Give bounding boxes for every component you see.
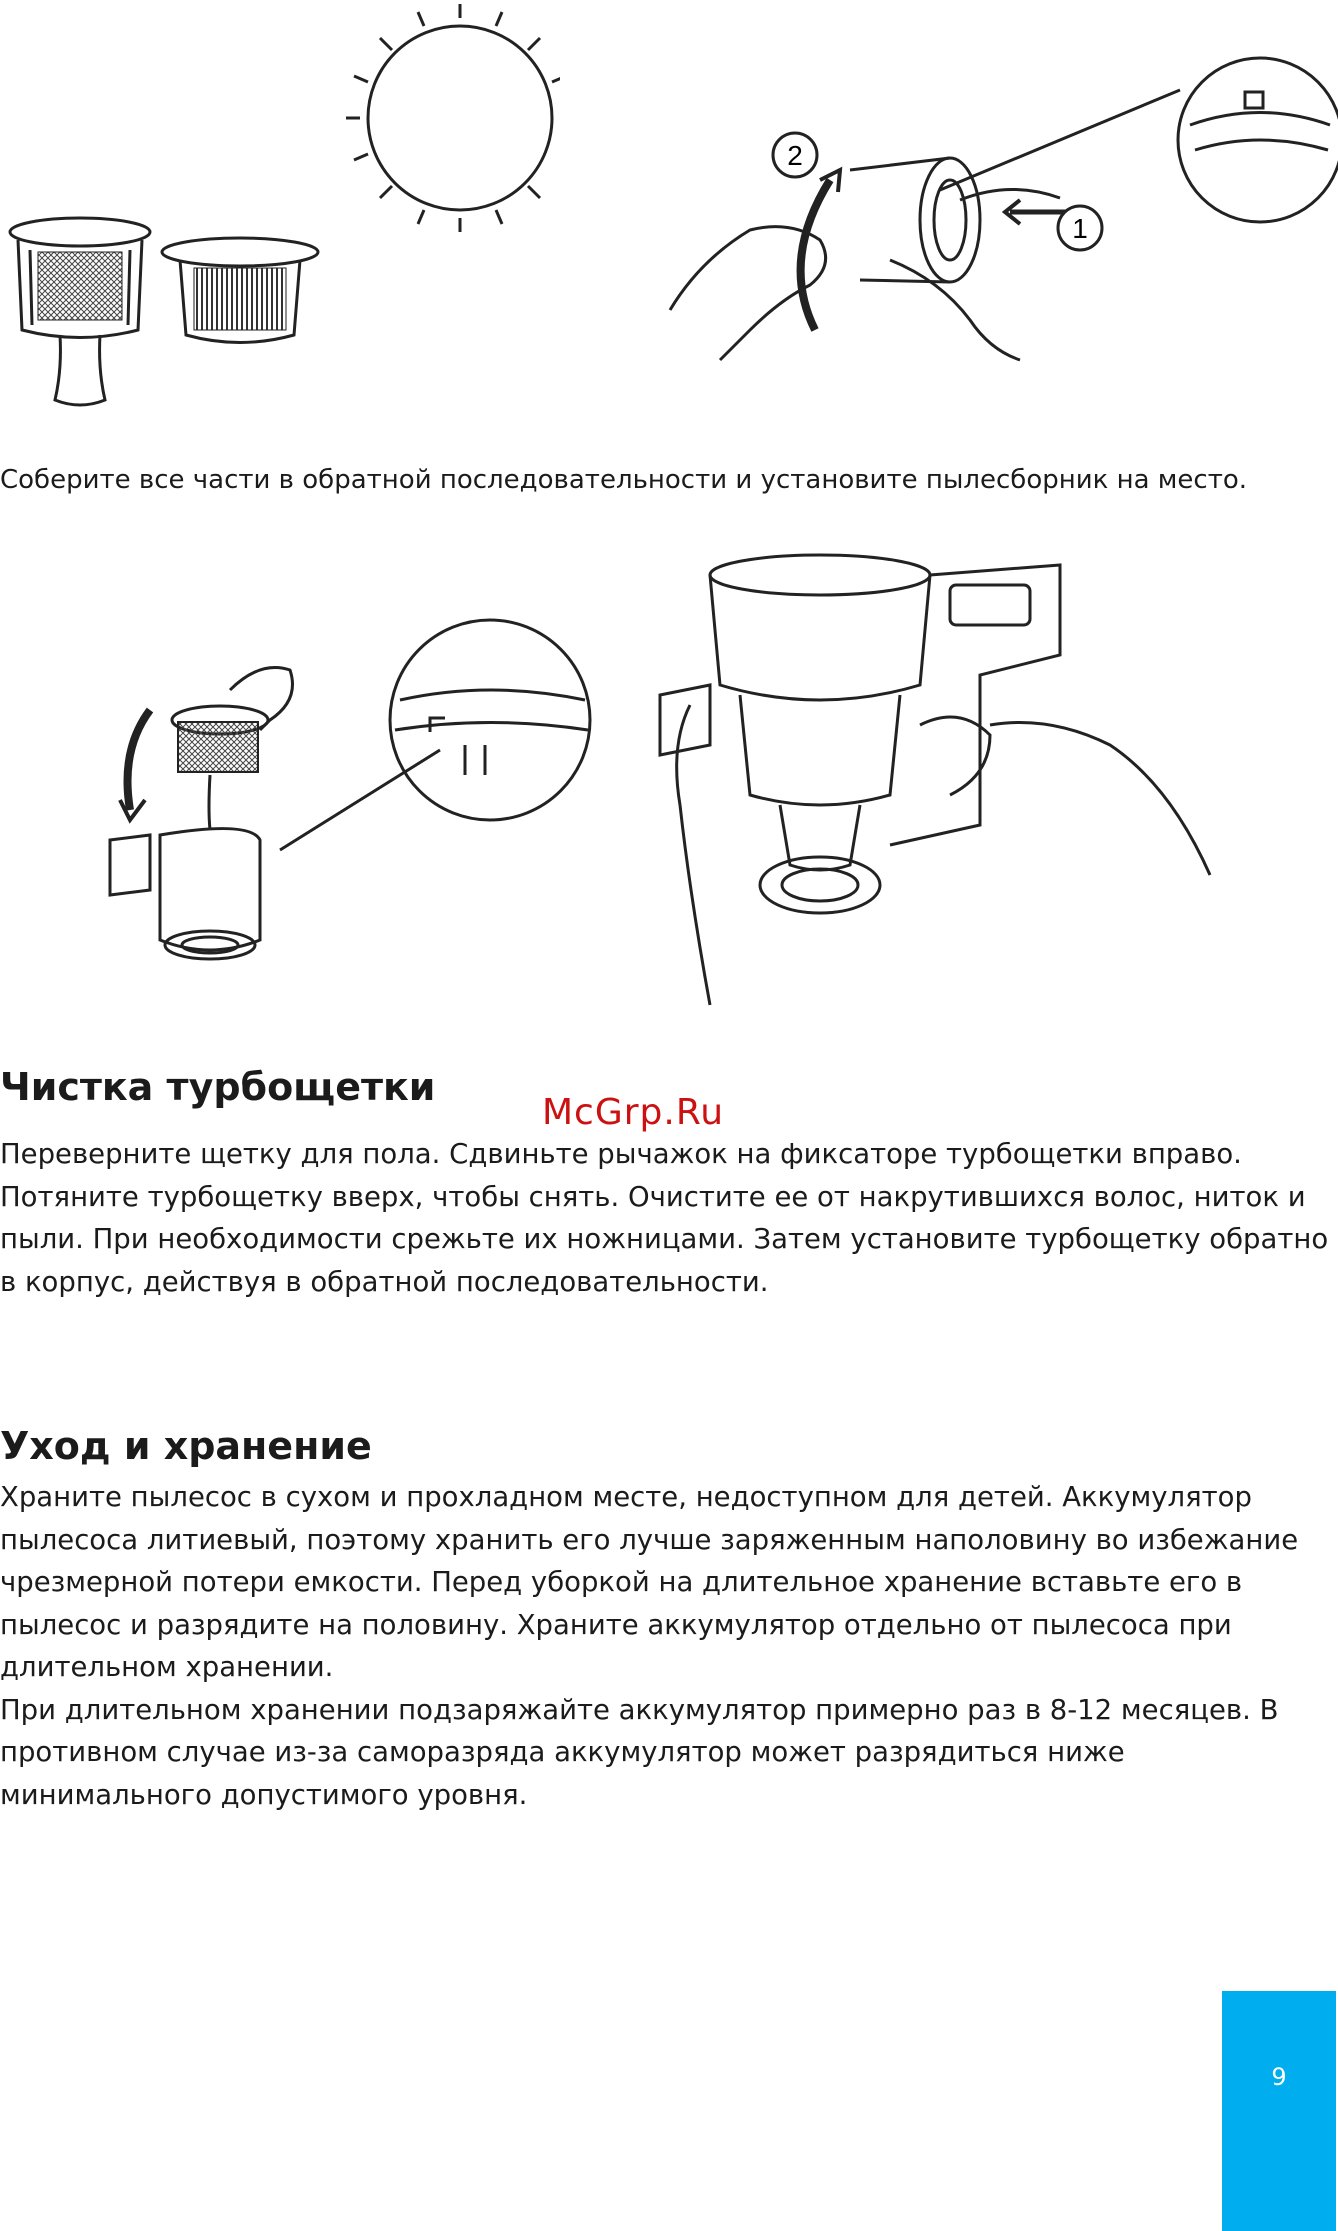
reassemble-caption: Соберите все части в обратной последовательности и установите пылесборник на место. xyxy=(0,465,1248,495)
page-number-tab xyxy=(1222,1991,1336,2231)
filters-drying-illustration xyxy=(0,0,560,420)
section-body-care-storage xyxy=(0,1476,1336,1816)
filter-drawing xyxy=(162,238,318,343)
filter-detach-illustration xyxy=(660,30,1338,390)
paragraph: При длительном хранении подзаряжайте аккумулятор примерно раз в 8-12 месяцев. В противном случае из-за саморазряда аккумулятор может разрядиться ниже минимального допустимого уровня. xyxy=(0,1693,1279,1811)
section-heading-care-storage: Уход и хранение xyxy=(0,1424,372,1468)
paragraph: Переверните щетку для пола. Сдвиньте рычажок на фиксаторе турбощетки вправо. Потяните турбощетку вверх, чтобы снять. Очистите ее от накрутившихся волос, ниток и пыли. При необходимости срежьте их ножницами. Затем установите турбощетку обратно в корпус, действуя в обратной последовательности. xyxy=(0,1138,1329,1298)
page-number: 9 xyxy=(1271,2063,1287,2091)
watermark: McGrp.Ru xyxy=(542,1092,725,1133)
paragraph: Храните пылесос в сухом и прохладном месте, недоступном для детей. Аккумулятор пылесоса литиевый, поэтому хранить его лучше заряженным наполовину во избежание чрезмерной потери емкости. Перед уборкой на длительное хранение вставьте его в пылесос и разрядите на половину. Храните аккумулятор отдельно от пылесоса при длительном хранении. xyxy=(0,1481,1299,1683)
section-heading-turbobrush: Чистка турбощетки xyxy=(0,1065,436,1109)
step-one-marker xyxy=(1058,206,1102,250)
step-one-label: 1 xyxy=(1072,213,1088,244)
step-two-marker xyxy=(773,133,817,177)
filter-cone-drawing xyxy=(10,218,150,405)
vacuum-assembled-illustration xyxy=(650,545,1250,1015)
filter-insert-illustration xyxy=(90,610,620,980)
sun-icon xyxy=(346,4,560,232)
section-body-turbobrush xyxy=(0,1133,1336,1303)
step-two-label: 2 xyxy=(787,140,803,171)
